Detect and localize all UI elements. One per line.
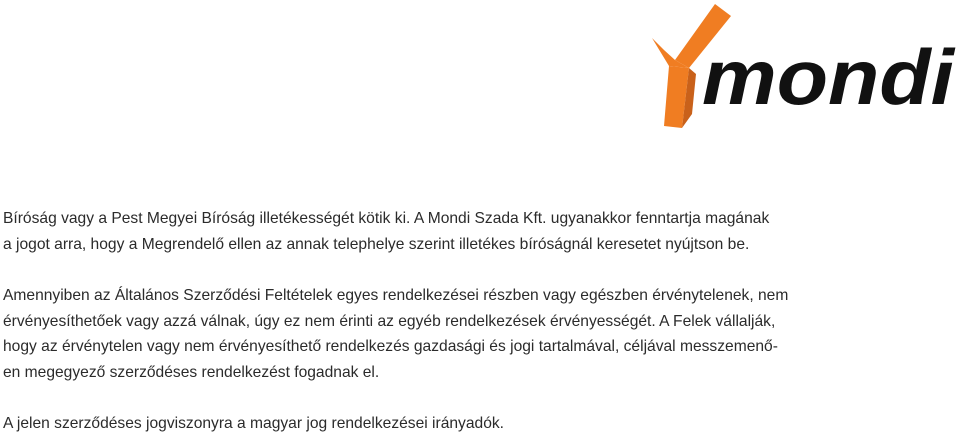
- mondi-logo: [652, 4, 956, 132]
- text-line: Amennyiben az Általános Szerződési Feltételek egyes rendelkezései részben vagy egészben érvénytelenek, nem: [3, 287, 789, 304]
- paragraph-severability: [3, 283, 953, 385]
- paragraph-jurisdiction: [3, 206, 953, 257]
- text-line: érvényesíthetőek vagy azzá válnak, úgy ez nem érinti az egyéb rendelkezések érvényességét. A Felek vállalják,: [3, 312, 776, 330]
- text-line: hogy az érvénytelen vagy nem érvényesíthető rendelkezés gazdasági és jogi tartalmával, céljával messzemenő-: [3, 338, 778, 355]
- document-body: [3, 206, 953, 437]
- paragraph-governing-law: [3, 411, 953, 437]
- text-line: a jogot arra, hogy a Megrendelő ellen az annak telephelye szerint illetékes bíróságnál keresetet nyújtson be.: [3, 235, 750, 253]
- mondi-logo-mark: [652, 4, 956, 132]
- text-line: Bíróság vagy a Pest Megyei Bíróság illetékességét kötik ki. A Mondi Szada Kft. ugyanakkor fenntartja magának: [3, 210, 770, 227]
- logo-wordmark: mondi: [702, 33, 956, 121]
- text-line: en megegyező szerződéses rendelkezést fogadnak el.: [3, 363, 380, 381]
- text-line: A jelen szerződéses jogviszonyra a magyar jog rendelkezései irányadók.: [3, 415, 505, 432]
